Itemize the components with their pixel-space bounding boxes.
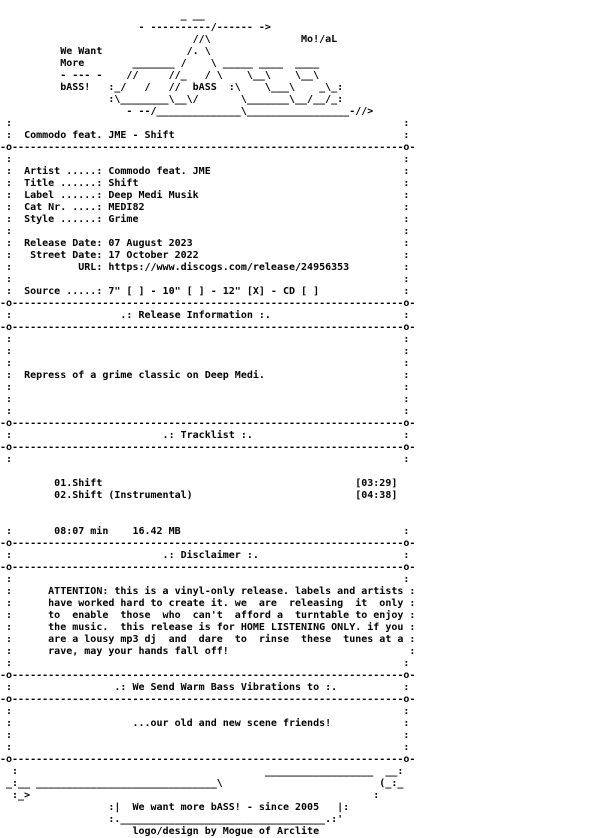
nfo-line: : __________________ __: [0,766,404,777]
nfo-line: : 08:07 min 16.42 MB : [0,526,410,537]
nfo-line: -o-----------------------------------------------------------------o- [0,694,416,705]
nfo-line: : : [0,334,410,345]
nfo-line: : Cat Nr. ....: MEDI82 : [0,202,410,213]
nfo-line: //\ Mo!/aL [0,34,338,45]
nfo-line: -o-----------------------------------------------------------------o- [0,298,416,309]
nfo-line: :.__________________________________.:' [0,814,344,825]
nfo-line: -o-----------------------------------------------------------------o- [0,322,416,333]
nfo-line: -o-----------------------------------------------------------------o- [0,442,416,453]
nfo-line: :\________\__\/ \_______\__/__/_: [0,94,344,105]
nfo-line: : Title ......: Shift : [0,178,410,189]
nfo-line: : ATTENTION: this is a vinyl-only release. labels and artists : [0,586,416,597]
nfo-line: : to enable those who can't afford a turntable to enjoy : [0,610,416,621]
nfo-line: : : [0,154,410,165]
nfo-line: : : [0,742,410,753]
nfo-line: : the music. this release is for HOME LISTENING ONLY. if you : [0,622,416,633]
nfo-line: : : [0,358,410,369]
nfo-line: : Source .....: 7" [ ] - 10" [ ] - 12" [X] - CD [ ] : [0,286,410,297]
nfo-line: : Style ......: Grime : [0,214,410,225]
nfo-line: : URL: https://www.discogs.com/release/24956353 : [0,262,410,273]
nfo-line: : : [0,346,410,357]
nfo-line: -o-----------------------------------------------------------------o- [0,142,416,153]
nfo-line: : Commodo feat. JME - Shift : [0,130,410,141]
nfo-line: : : [0,394,410,405]
nfo-line: :| We want more bASS! - since 2005 |: [0,802,350,813]
nfo-line: : : [0,730,410,741]
nfo-line: bASS! :_/ / // bASS :\ \___\ _\_: [0,82,344,93]
nfo-line: -o-----------------------------------------------------------------o- [0,418,416,429]
nfo-line: - --- - // //_ / \ \__\ \__\ [0,70,320,81]
nfo-line: -o-----------------------------------------------------------------o- [0,562,416,573]
nfo-line: More _______ / \ _____ ____ ____ [0,58,320,69]
nfo-line: : : [0,574,410,585]
nfo-line: logo/design by Mogue of Arclite [0,826,320,837]
nfo-line: 02.Shift (Instrumental) [04:38] [0,490,398,501]
nfo-line: : .: Release Information :. : [0,310,410,321]
nfo-line: -o-----------------------------------------------------------------o- [0,538,416,549]
nfo-line: : Repress of a grime classic on Deep Medi. : [0,370,410,381]
nfo-line: - --/______________\_________________-//> [0,106,374,117]
nfo-line: : : [0,226,410,237]
nfo-line [0,466,592,478]
nfo-line: : : [0,706,410,717]
nfo-line: : .: We Send Warm Bass Vibrations to :. : [0,682,410,693]
nfo-line: : are a lousy mp3 dj and dare to rinse these tunes at a : [0,634,416,645]
nfo-line: : Artist .....: Commodo feat. JME : [0,166,410,177]
nfo-line: : Release Date: 07 August 2023 : [0,238,410,249]
nfo-line: : Street Date: 17 October 2022 : [0,250,410,261]
nfo-line: _:__ ______________________________\ (_:_ [0,778,404,789]
nfo-line: : : [0,454,410,465]
nfo-line: - ----------/------ -> [0,22,271,33]
nfo-line: -o-----------------------------------------------------------------o- [0,754,416,765]
nfo-line: : rave, may your hands fall off! : [0,646,416,657]
nfo-line: :_> : [0,790,380,801]
nfo-line: -o-----------------------------------------------------------------o- [0,670,416,681]
nfo-line: : .: Tracklist :. : [0,430,410,441]
nfo-line: : ...our old and new scene friends! : [0,718,410,729]
nfo-line: : Label ......: Deep Medi Musik : [0,190,410,201]
nfo-line: : : [0,274,410,285]
nfo-line: 01.Shift [03:29] [0,478,398,489]
nfo-line: : : [0,382,410,393]
nfo-line: : : [0,118,410,129]
nfo-line: : .: Disclaimer :. : [0,550,410,561]
nfo-line: We Want /. \ [0,46,211,57]
nfo-line: _ __ [0,10,205,21]
nfo-line [0,514,592,526]
nfo-line: : : [0,406,410,417]
nfo-line: : have worked hard to create it. we are releasing it only : [0,598,416,609]
nfo-line [0,502,592,514]
nfo-line: : : [0,658,410,669]
